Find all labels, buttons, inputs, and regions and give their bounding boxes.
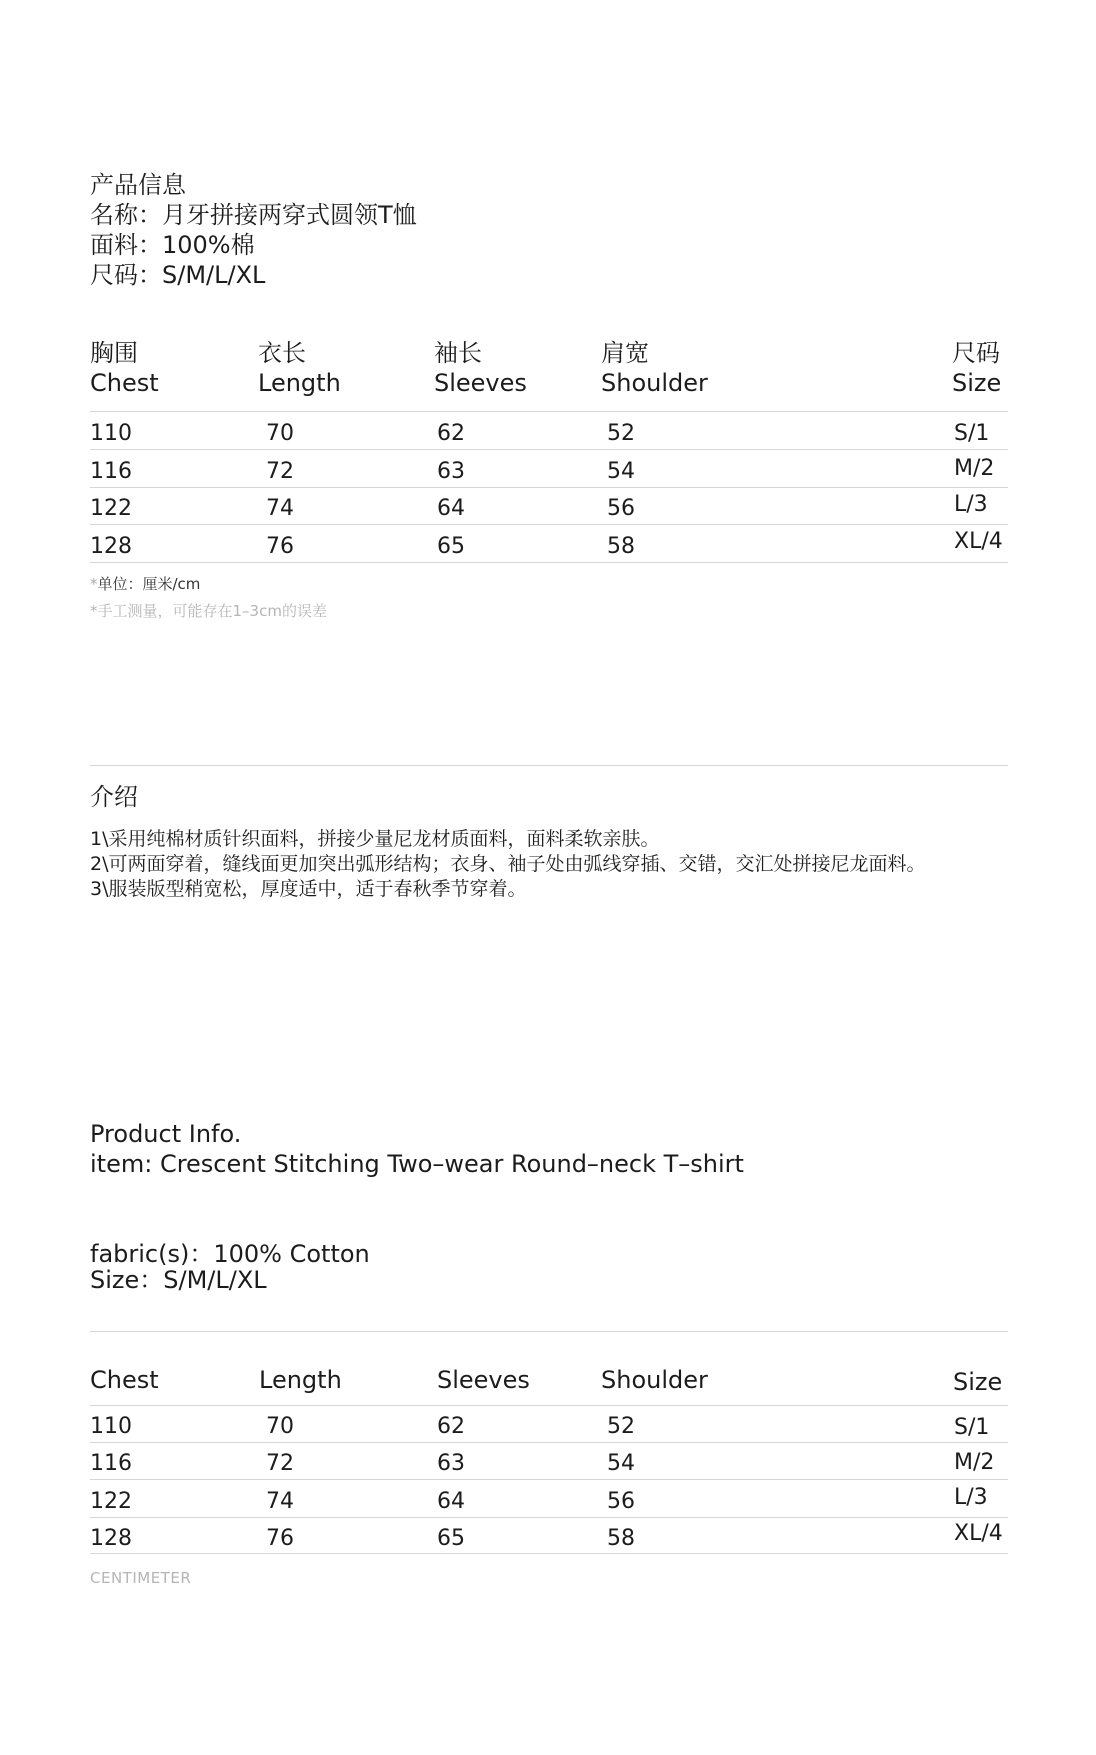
header-en-label: Shoulder bbox=[601, 369, 708, 397]
cell-length: 74 bbox=[266, 496, 294, 521]
intro-text bbox=[90, 827, 926, 902]
cell-shoulder: 52 bbox=[607, 1414, 635, 1439]
header-cn-label: 肩宽 bbox=[601, 339, 649, 367]
cell-size: S/1 bbox=[954, 421, 990, 446]
cn-info-name: 名称：月牙拼接两穿式圆领T恤 bbox=[90, 201, 417, 229]
intro-title: 介绍 bbox=[90, 783, 138, 811]
cell-length: 74 bbox=[266, 1489, 294, 1514]
header-cn-label: 尺码 bbox=[952, 339, 1000, 367]
cell-chest: 122 bbox=[90, 496, 132, 521]
cell-size: L/3 bbox=[954, 492, 988, 517]
cell-shoulder: 56 bbox=[607, 1489, 635, 1514]
en-header-length: Length bbox=[259, 1366, 342, 1394]
row-divider bbox=[90, 487, 1008, 488]
cell-size: S/1 bbox=[954, 1415, 990, 1440]
row-divider bbox=[90, 1517, 1008, 1518]
cell-shoulder: 58 bbox=[607, 1526, 635, 1551]
cell-size: M/2 bbox=[954, 456, 995, 481]
header-en-label: Chest bbox=[90, 369, 159, 397]
cell-size: M/2 bbox=[954, 1450, 995, 1475]
cell-sleeves: 62 bbox=[437, 421, 465, 446]
cell-shoulder: 52 bbox=[607, 421, 635, 446]
section-divider bbox=[90, 765, 1008, 766]
intro-line-1: 1\采用纯棉材质针织面料，拼接少量尼龙材质面料，面料柔软亲肤。 bbox=[90, 828, 660, 850]
cn-header-sleeves bbox=[434, 338, 527, 398]
cn-header-size bbox=[952, 338, 1001, 398]
cell-shoulder: 58 bbox=[607, 534, 635, 559]
cn-header-chest bbox=[90, 338, 159, 398]
cell-sleeves: 65 bbox=[437, 534, 465, 559]
table-divider bbox=[90, 411, 1008, 412]
en-info-size: Size：S/M/L/XL bbox=[90, 1266, 267, 1294]
cell-chest: 128 bbox=[90, 534, 132, 559]
intro-line-2: 2\可两面穿着，缝线面更加突出弧形结构；衣身、袖子处由弧线穿插、交错，交汇处拼接尼龙面料。 bbox=[90, 853, 926, 875]
header-cn-label: 胸围 bbox=[90, 339, 138, 367]
cell-sleeves: 64 bbox=[437, 496, 465, 521]
table-bottom-rule bbox=[90, 1553, 1008, 1554]
cell-chest: 116 bbox=[90, 459, 132, 484]
row-divider bbox=[90, 1442, 1008, 1443]
en-header-sleeves: Sleeves bbox=[437, 1366, 530, 1394]
cell-chest: 128 bbox=[90, 1526, 132, 1551]
en-header-size: Size bbox=[953, 1368, 1003, 1396]
cell-shoulder: 54 bbox=[607, 1451, 635, 1476]
header-cn-label: 袖长 bbox=[434, 339, 482, 367]
cell-sleeves: 63 bbox=[437, 1451, 465, 1476]
note-unit-text: 单位：厘米/cm bbox=[97, 575, 201, 593]
cell-shoulder: 56 bbox=[607, 496, 635, 521]
cell-size: L/3 bbox=[954, 1485, 988, 1510]
section-divider bbox=[90, 1331, 1008, 1332]
cell-sleeves: 64 bbox=[437, 1489, 465, 1514]
cn-info-fabric: 面料：100%棉 bbox=[90, 231, 255, 259]
row-divider bbox=[90, 524, 1008, 525]
cell-chest: 110 bbox=[90, 1414, 132, 1439]
note-star: * bbox=[90, 575, 98, 593]
table-bottom-rule bbox=[90, 562, 1008, 563]
cell-length: 72 bbox=[266, 1451, 294, 1476]
cell-length: 72 bbox=[266, 459, 294, 484]
cn-header-shoulder bbox=[601, 338, 708, 398]
row-divider bbox=[90, 1479, 1008, 1480]
header-en-label: Sleeves bbox=[434, 369, 527, 397]
unit-label: CENTIMETER bbox=[90, 1569, 192, 1587]
cn-info-size: 尺码：S/M/L/XL bbox=[90, 261, 266, 289]
cn-info-title: 产品信息 bbox=[90, 171, 186, 199]
row-divider bbox=[90, 449, 1008, 450]
intro-line-3: 3\服装版型稍宽松，厚度适中，适于春秋季节穿着。 bbox=[90, 878, 527, 900]
cell-chest: 110 bbox=[90, 421, 132, 446]
en-info-item: item: Crescent Stitching Two–wear Round–neck T–shirt bbox=[90, 1150, 744, 1178]
header-en-label: Length bbox=[258, 369, 341, 397]
cell-length: 76 bbox=[266, 534, 294, 559]
cell-sleeves: 62 bbox=[437, 1414, 465, 1439]
cell-size: XL/4 bbox=[954, 529, 1003, 554]
en-header-chest: Chest bbox=[90, 1366, 159, 1394]
header-en-label: Size bbox=[952, 369, 1002, 397]
cn-header-length bbox=[258, 338, 341, 398]
cell-shoulder: 54 bbox=[607, 459, 635, 484]
cell-length: 76 bbox=[266, 1526, 294, 1551]
cell-sleeves: 63 bbox=[437, 459, 465, 484]
cell-chest: 122 bbox=[90, 1489, 132, 1514]
cell-sleeves: 65 bbox=[437, 1526, 465, 1551]
cell-length: 70 bbox=[266, 1414, 294, 1439]
unit-note bbox=[90, 573, 200, 594]
cell-chest: 116 bbox=[90, 1451, 132, 1476]
en-header-shoulder: Shoulder bbox=[601, 1366, 708, 1394]
en-info-fabric: fabric(s)：100% Cotton bbox=[90, 1240, 370, 1268]
cell-size: XL/4 bbox=[954, 1521, 1003, 1546]
table-divider bbox=[90, 1405, 1008, 1406]
cell-length: 70 bbox=[266, 421, 294, 446]
header-cn-label: 衣长 bbox=[258, 339, 306, 367]
en-info-title: Product Info. bbox=[90, 1120, 242, 1148]
measurement-error-note: *手工测量，可能存在1–3cm的误差 bbox=[90, 602, 327, 620]
